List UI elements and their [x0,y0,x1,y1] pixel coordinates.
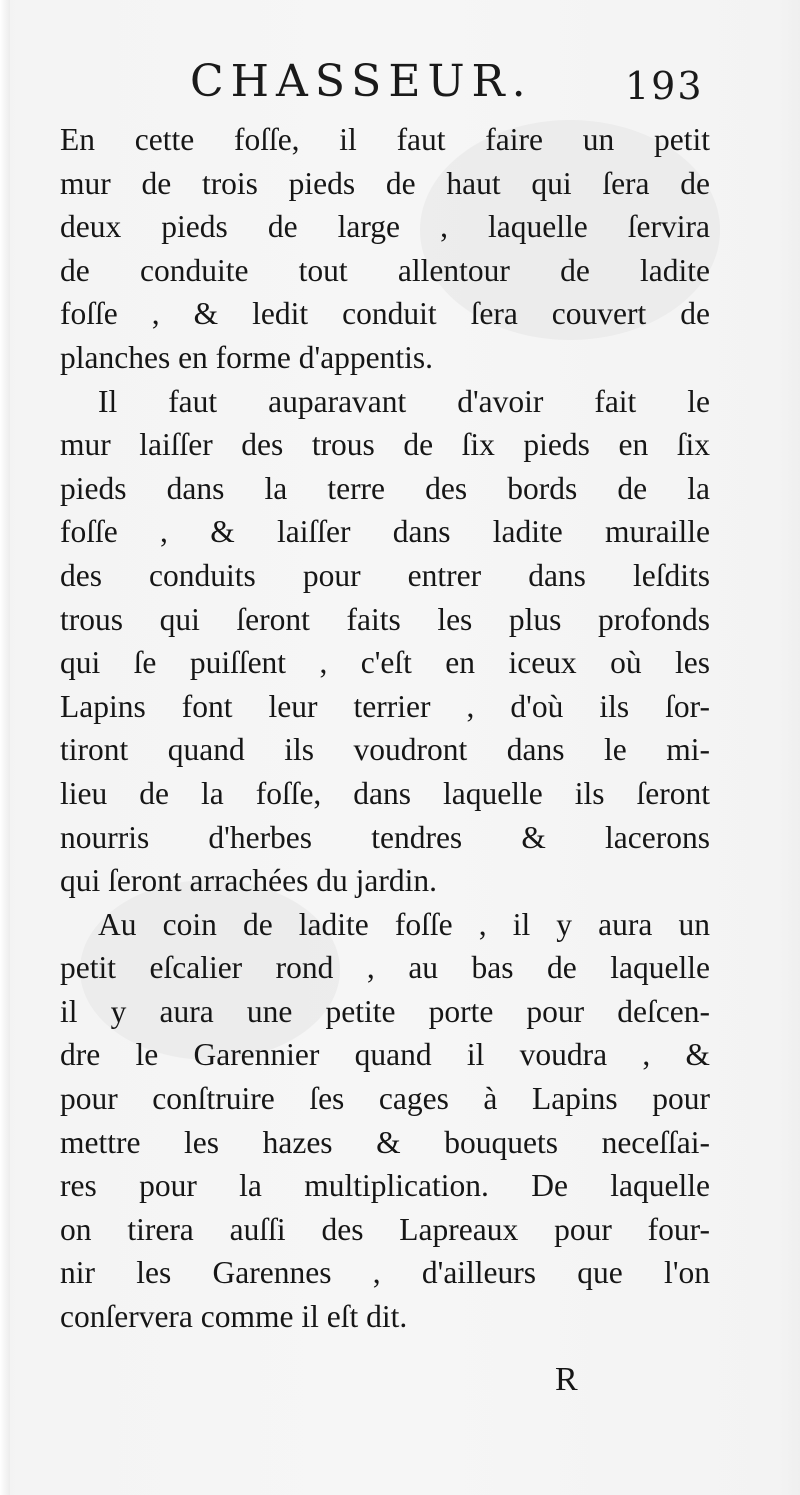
text-line: pour conſtruire ſes cages à Lapins pour [60,1081,710,1117]
text-line: on tirera auſſi des Lapreaux pour four- [60,1211,710,1247]
text-line: petit eſcalier rond , au bas de laquelle [60,950,710,986]
text-line: lieu de la foſſe, dans laquelle ils ſeront [60,775,710,811]
text-line: des conduits pour entrer dans leſdits [60,557,710,593]
text-line: nourris d'herbes tendres & lacerons [60,819,710,855]
text-line: deux pieds de large , laquelle ſervira [60,209,710,245]
text-line: de conduite tout allentour de ladite [60,252,710,288]
text-line: pieds dans la terre des bords de la [60,470,710,506]
catchword: R [555,1361,578,1398]
text-line: planches en forme d'appentis. [60,339,434,375]
text-line: qui ſe puiſſent , c'eſt en iceux où les [60,645,710,681]
body-text [60,118,710,1339]
text-line: mur laiſſer des trous de ſix pieds en ſix [60,427,710,463]
text-line: tiront quand ils voudront dans le mi- [60,732,710,768]
text-line: conſervera comme il eſt dit. [60,1299,408,1335]
text-line: res pour la multiplication. De laquelle [60,1168,710,1204]
running-title: CHASSEUR. [190,56,533,107]
text-line: foſſe , & ledit conduit ſera couvert de [60,296,710,332]
text-line: Il faut auparavant d'avoir fait le [98,383,710,419]
text-line: il y aura une petite porte pour deſcen- [60,993,710,1029]
text-line: En cette foſſe, il faut faire un petit [60,122,710,157]
running-head [0,52,800,112]
text-line: dre le Garennier quand il voudra , & [60,1037,710,1073]
text-line: mur de trois pieds de haut qui ſera de [60,165,710,201]
text-line: qui ſeront arrachées du jardin. [60,863,437,899]
text-line: Au coin de ladite foſſe , il y aura un [98,906,710,942]
text-line: foſſe , & laiſſer dans ladite muraille [60,514,710,550]
page-number: 193 [625,64,704,108]
text-line: nir les Garennes , d'ailleurs que l'on [60,1255,710,1291]
page-edge [0,0,10,1495]
text-line: trous qui ſeront faits les plus profonds [60,601,710,637]
text-line: mettre les hazes & bouquets neceſſai- [60,1124,710,1160]
text-line: Lapins font leur terrier , d'où ils ſor- [60,688,710,724]
